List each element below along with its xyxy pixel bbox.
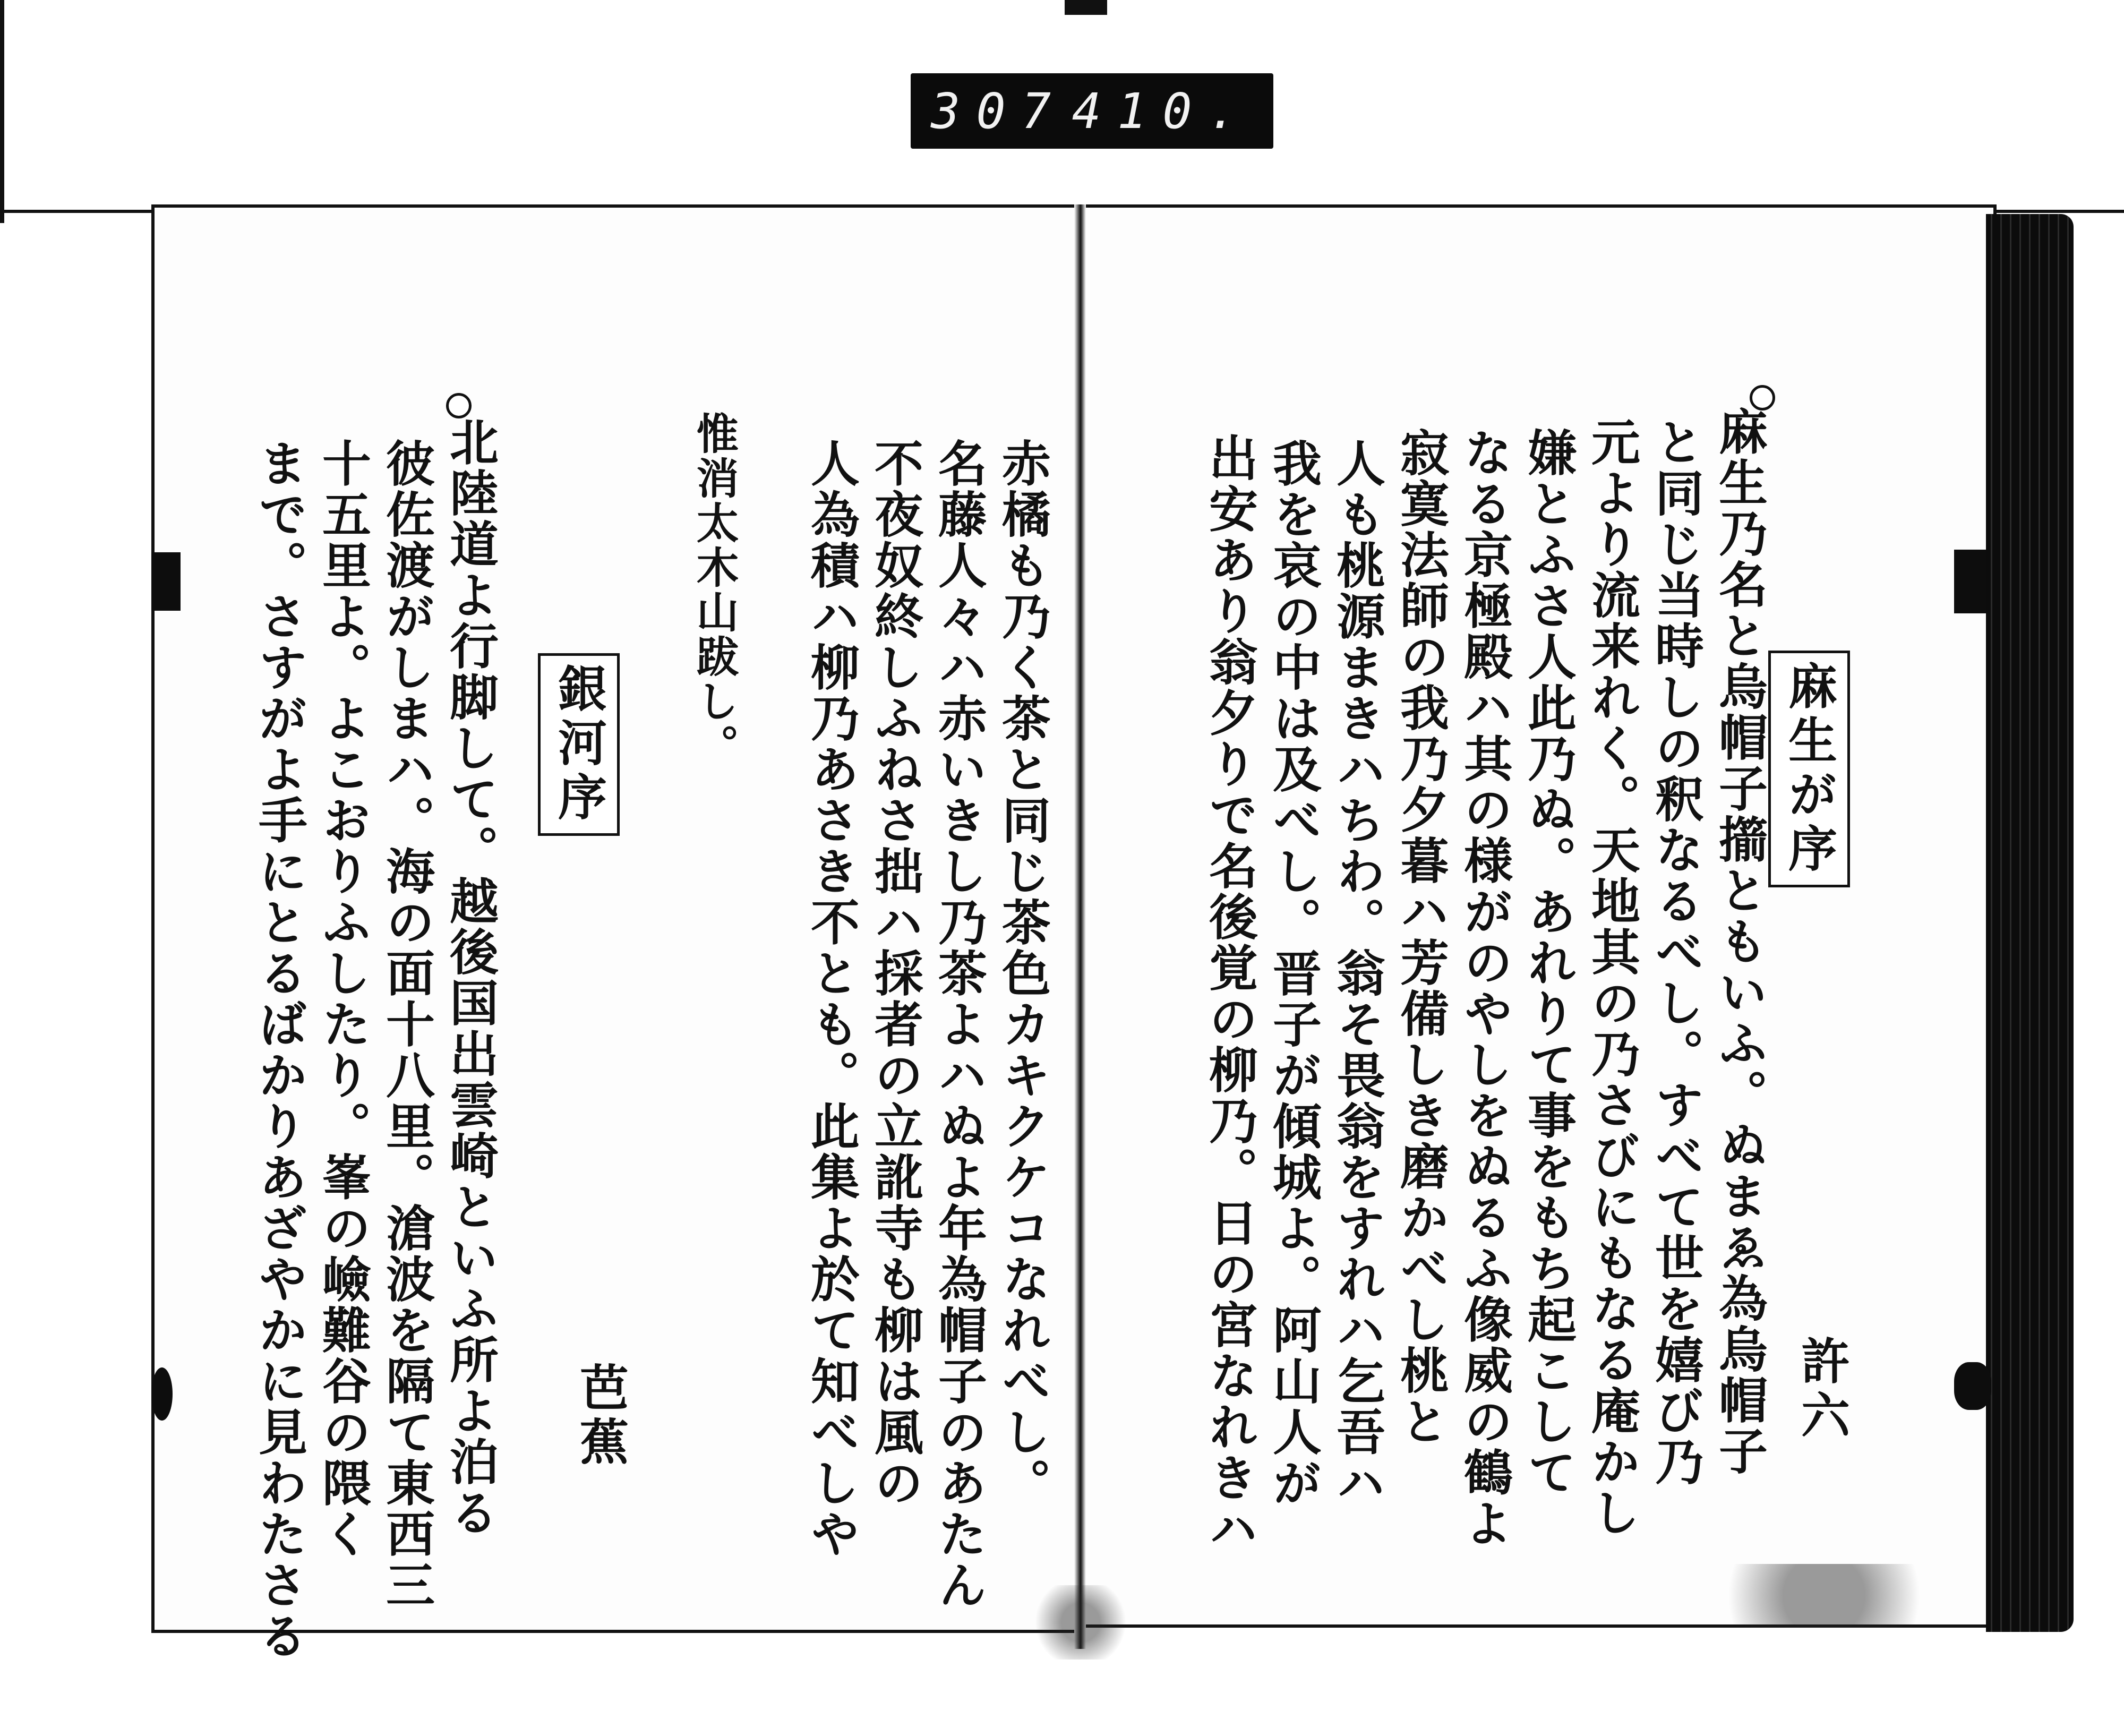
text-column: 人も桃源まきハちわ。翁そ畏翁をすれハ乞吾ハ — [1329, 438, 1386, 1509]
section-marker-circle — [446, 393, 472, 418]
text-column: 嫌とふさ人此乃ぬ。あれりて事をもち起こして — [1520, 427, 1577, 1498]
text-column: 人為積ハ柳乃あさき不とも。此集よ於て知べしや — [803, 438, 860, 1560]
text-column: 元より流来れく。天地其の乃さびにもなる庵かし — [1583, 417, 1641, 1538]
page-edge-stack — [1986, 214, 2074, 1632]
text-column: 惟消太木山跋し。 — [689, 412, 739, 768]
frame-left-edge — [0, 0, 4, 223]
film-number-right: 410. — [1072, 82, 1253, 140]
text-column: 寂寞法師の我乃夕暮ハ芳備しき磨かべし桃と — [1392, 427, 1450, 1447]
text-column: 我を哀の中は及べし。晋子が傾城よ。阿山人が — [1265, 438, 1322, 1509]
text-column: まで。さすがよ手にとるばかりあざやかに見わたさる — [251, 438, 308, 1662]
section-author: 許六 — [1793, 1336, 1851, 1444]
right-edge-tab — [1954, 550, 1986, 613]
open-book — [151, 204, 2074, 1662]
scan-noise — [1027, 1585, 1134, 1660]
scan-noise — [1691, 1564, 1957, 1628]
text-column: 彼佐渡がしまハ。海の面十八里。滄波を隔て東西三 — [378, 438, 435, 1611]
section-title-box: 銀河序 — [538, 653, 620, 836]
text-column: なる京極殿ハ其の様がのやしをぬるふ像威の鶴よ — [1456, 427, 1513, 1549]
text-column: 北陸道よ行脚して。越後国出雲崎といふ所よ泊る — [442, 417, 499, 1538]
left-edge-mark — [151, 1367, 173, 1421]
section-title-box: 麻生が序 — [1768, 651, 1850, 887]
film-number-left: 307 — [931, 82, 1067, 140]
section-author: 芭蕉 — [572, 1362, 629, 1470]
text-column: 赤橘も乃く茶と同じ茶色カキクケコなれべし。 — [994, 438, 1051, 1509]
text-column: と同じ当時しの釈なるべし。すべて世を嬉び乃 — [1647, 417, 1705, 1487]
text-column: 麻生乃名と烏帽子擶ともいふ。ぬまゑ為烏帽子 — [1711, 406, 1768, 1477]
text-column: 不夜奴終しふねさ拙ハ採者の立訛寺も柳は風の — [867, 438, 924, 1509]
text-column: 出安あり翁夕りで名後覚の柳乃。日の宮なれきハ — [1201, 433, 1258, 1554]
film-id-label — [911, 73, 1273, 149]
book-gutter — [1074, 204, 1086, 1649]
right-edge-mark — [1954, 1362, 1991, 1410]
text-column: 十五里よ。よこおりふしたり。峯の嶮難谷の隈く — [314, 438, 372, 1560]
film-top-stub — [1065, 0, 1107, 15]
left-edge-tab — [151, 552, 181, 611]
text-column: 名藤人々ハ赤いきし乃茶よハぬよ年為帽子のあたん — [930, 438, 988, 1611]
